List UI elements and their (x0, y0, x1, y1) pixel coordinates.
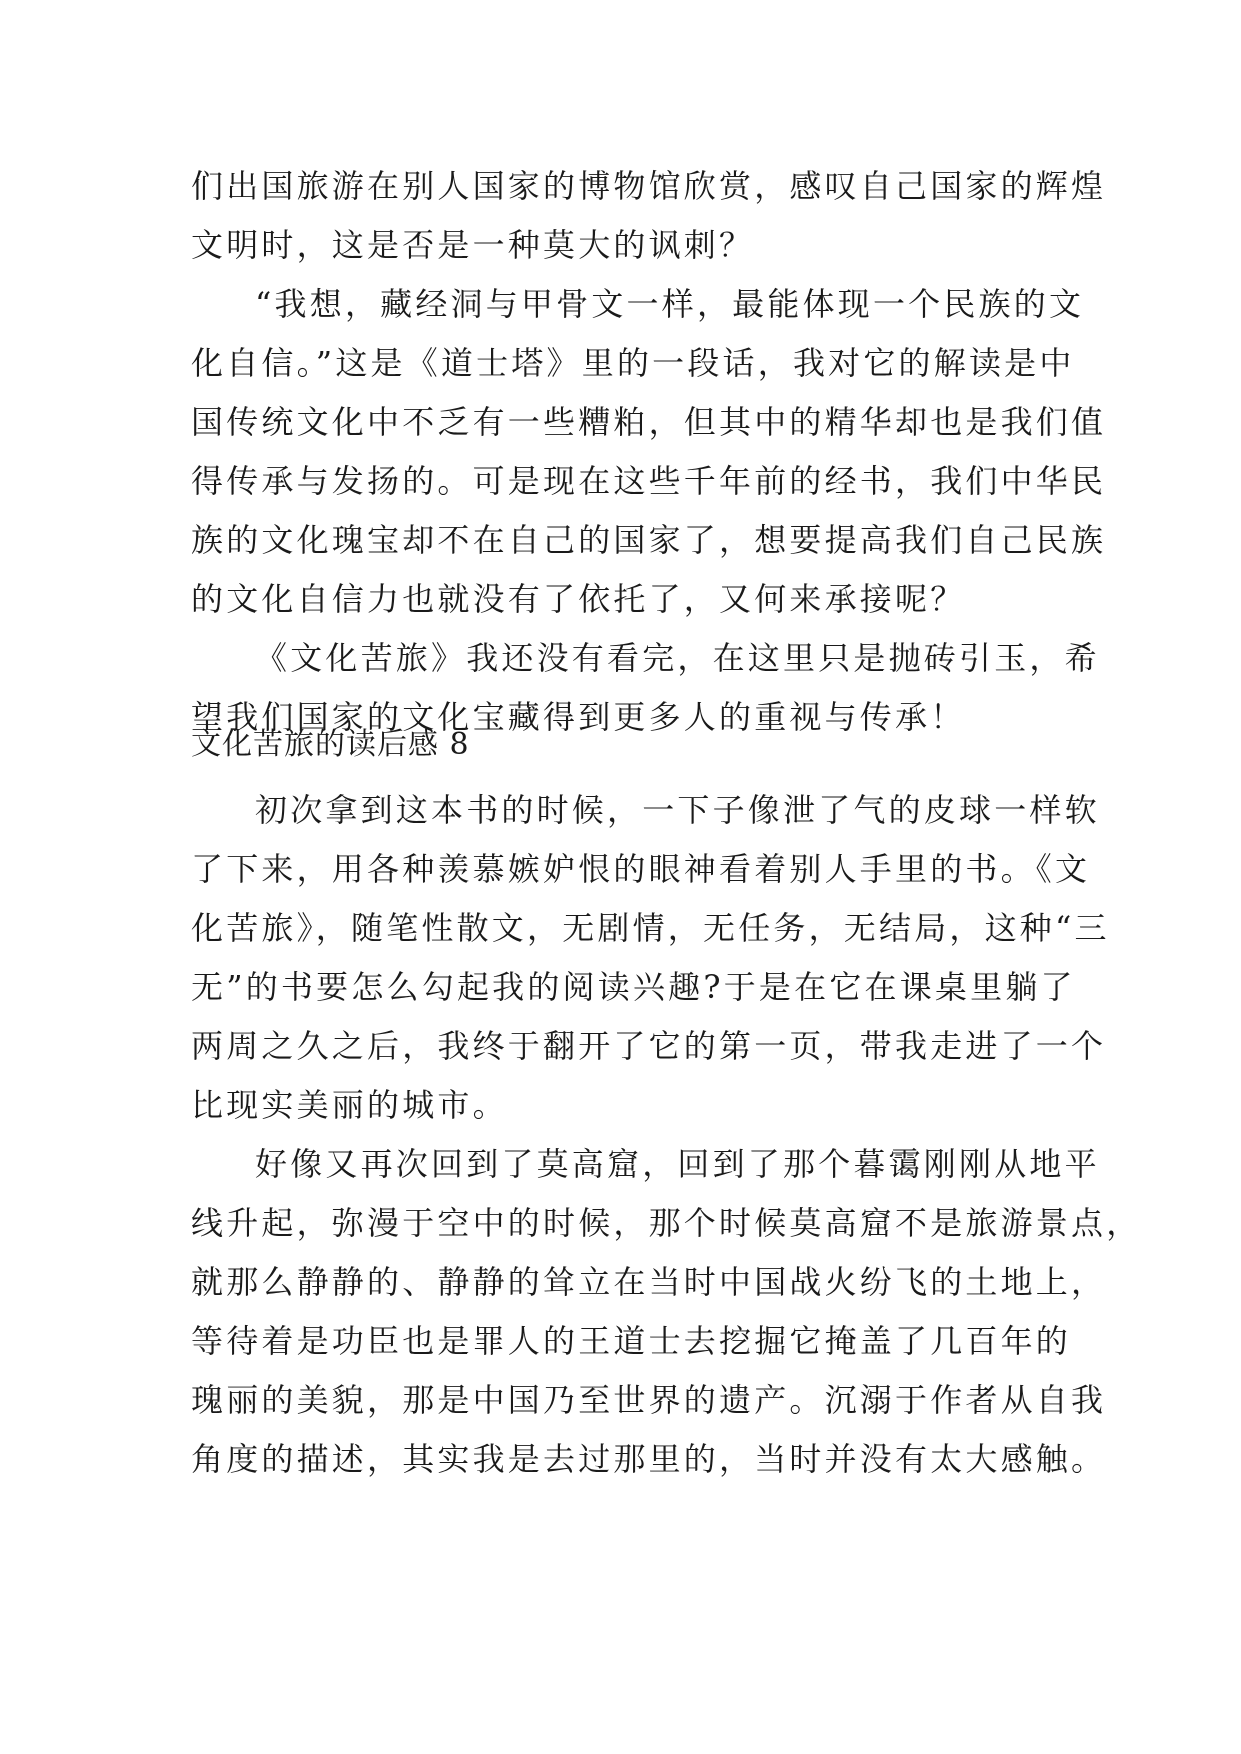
paragraph-line: 化自信。”这是《道士塔》里的一段话，我对它的解读是中 (191, 344, 1075, 382)
paragraph-line: 化苦旅》，随笔性散文，无剧情，无任务，无结局，这种“三 (191, 909, 1110, 947)
paragraph-line: 的文化自信力也就没有了依托了，又何来承接呢？ (191, 580, 966, 618)
paragraph-line: 好像又再次回到了莫高窟，回到了那个暮霭刚刚从地平 (255, 1145, 1100, 1183)
paragraph-line: 等待着是功臣也是罪人的王道士去挖掘它掩盖了几百年的 (191, 1322, 1072, 1360)
paragraph-line: 初次拿到这本书的时候，一下子像泄了气的皮球一样软 (255, 791, 1100, 829)
paragraph-line: 得传承与发扬的。可是现在这些千年前的经书，我们中华民 (191, 462, 1107, 500)
paragraph-line: 们出国旅游在别人国家的博物馆欣赏，感叹自己国家的辉煌 (191, 167, 1107, 205)
paragraph-line: 文明时，这是否是一种莫大的讽刺？ (191, 226, 755, 264)
paragraph-line: 就那么静静的、静静的耸立在当时中国战火纷飞的土地上， (191, 1263, 1107, 1301)
paragraph-line: 角度的描述，其实我是去过那里的，当时并没有太大感触。 (191, 1440, 1107, 1478)
paragraph-line: 国传统文化中不乏有一些糟粕，但其中的精华却也是我们值 (191, 403, 1107, 441)
paragraph-line: 比现实美丽的城市。 (191, 1086, 508, 1124)
body-text-section-b (191, 781, 1142, 1489)
paragraph-line: 瑰丽的美貌，那是中国乃至世界的遗产。沉溺于作者从自我 (191, 1381, 1107, 1419)
paragraph-line: 了下来，用各种羡慕嫉妒恨的眼神看着别人手里的书。《文 (191, 850, 1091, 888)
paragraph-line: 《文化苦旅》我还没有看完，在这里只是抛砖引玉，希 (255, 639, 1100, 677)
paragraph-line: 线升起，弥漫于空中的时候，那个时候莫高窟不是旅游景点， (191, 1204, 1142, 1242)
paragraph-line: 族的文化瑰宝却不在自己的国家了，想要提高我们自己民族 (191, 521, 1107, 559)
body-text-section-a (191, 157, 1107, 747)
paragraph-line: 两周之久之后，我终于翻开了它的第一页，带我走进了一个 (191, 1027, 1107, 1065)
section-heading: 文化苦旅的读后感 8 (191, 727, 470, 762)
paragraph-line: 无”的书要怎么勾起我的阅读兴趣?于是在它在课桌里躺了 (191, 968, 1076, 1006)
paragraph-line: “我想，藏经洞与甲骨文一样，最能体现一个民族的文 (255, 285, 1085, 323)
paragraph-line: 望我们国家的文化宝藏得到更多人的重视与传承！ (191, 698, 966, 736)
